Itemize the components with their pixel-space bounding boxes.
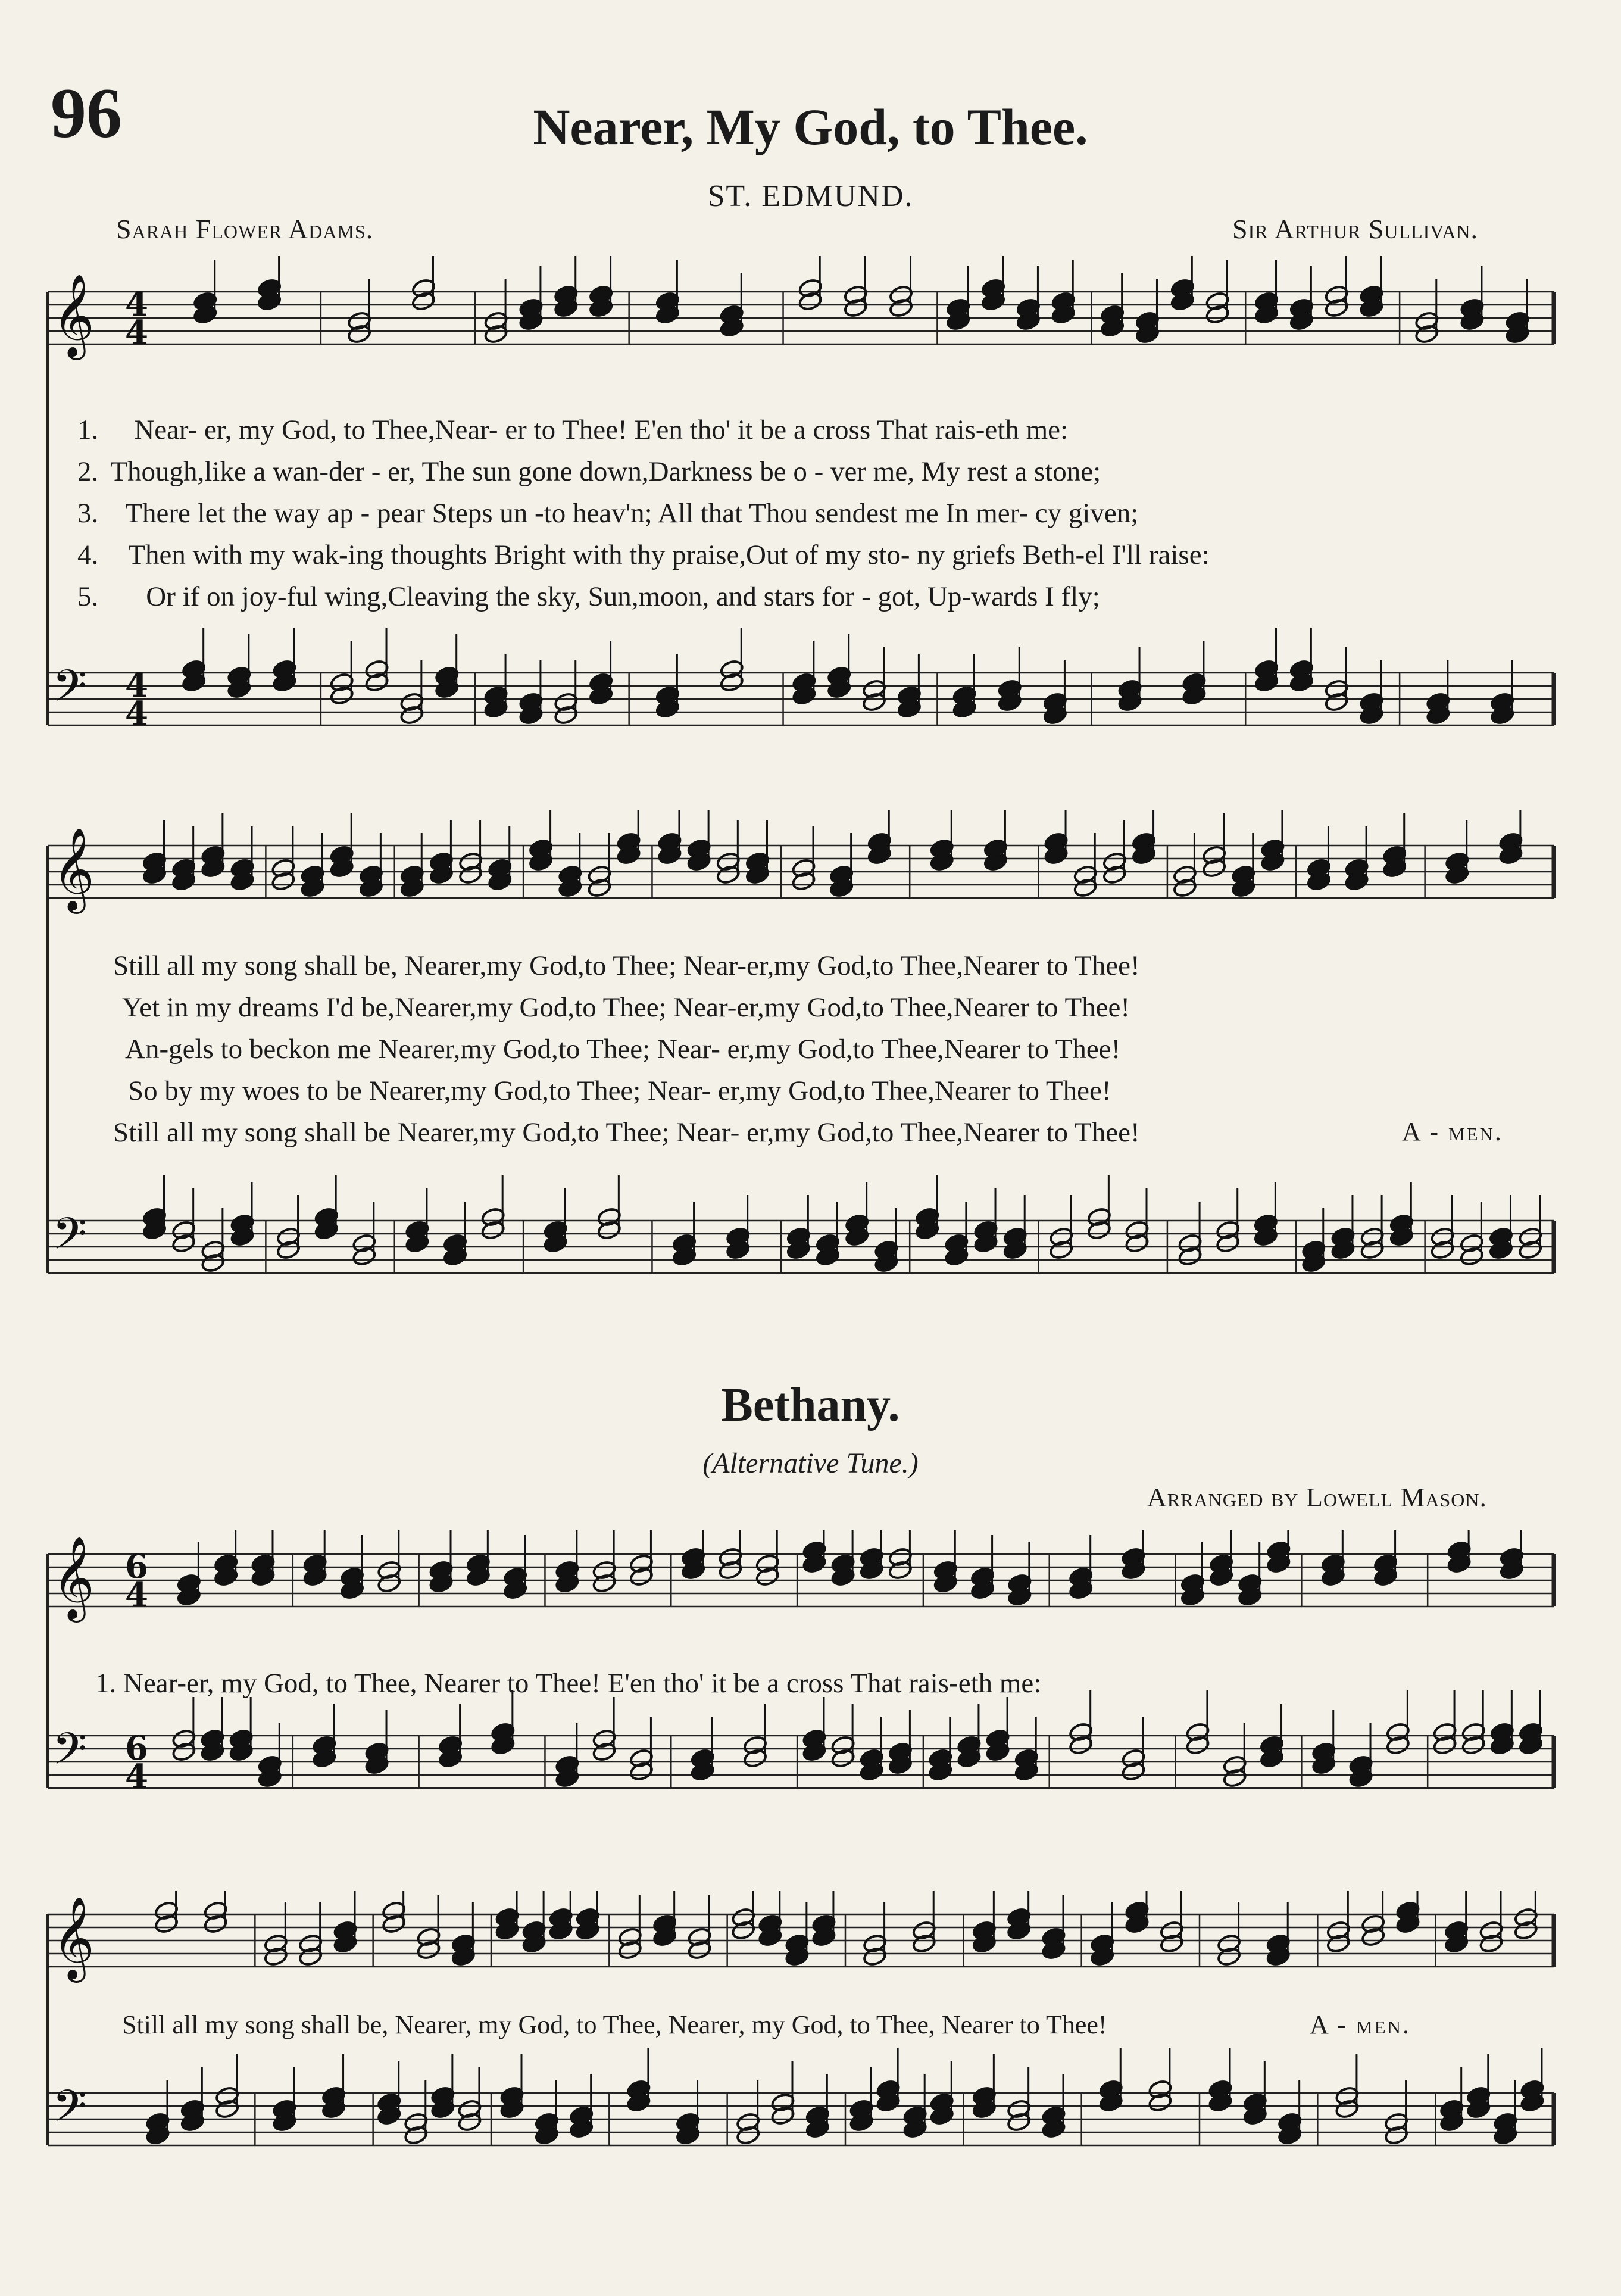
time-signature: 6 bbox=[125, 1729, 148, 1768]
arranger-credit: Arranged by Lowell Mason. bbox=[1147, 1482, 1487, 1512]
refrain-line: Still all my song shall be Nearer,my God,to Thee; Near- er,my God,to Thee,Nearer to Thee! bbox=[113, 1117, 1140, 1148]
time-signature: 4 bbox=[125, 666, 148, 705]
staff bbox=[48, 1690, 1554, 1796]
treble-clef-icon: 𝄞 bbox=[52, 828, 95, 910]
svg-text:4: 4 bbox=[125, 313, 148, 352]
svg-text:4: 4 bbox=[125, 1576, 148, 1615]
staff bbox=[48, 256, 1554, 360]
staff bbox=[48, 1891, 1554, 1983]
music-system-4 bbox=[0, 1891, 1621, 2224]
time-signature: 6 bbox=[125, 1547, 148, 1586]
tune-title-bethany: Bethany. bbox=[721, 1379, 900, 1431]
staff bbox=[48, 1175, 1554, 1273]
tune-name: ST. EDMUND. bbox=[707, 179, 914, 213]
staff bbox=[48, 628, 1554, 734]
verse-line: 5. Or if on joy-ful wing,Cleaving the sky, Sun,moon, and stars for - got, Up-wards I fly; bbox=[77, 581, 1100, 612]
bethany-verse-line: 1. Near-er, my God, to Thee, Nearer to Thee! E'en tho' it be a cross That rais-eth me: bbox=[95, 1668, 1042, 1699]
composer-credit: Sir Arthur Sullivan. bbox=[1232, 214, 1478, 244]
music-system-2 bbox=[0, 810, 1621, 1328]
refrain-line: So by my woes to be Nearer,my God,to Thee; Near- er,my God,to Thee,Nearer to Thee! bbox=[128, 1075, 1111, 1106]
bass-clef-icon: 𝄢 bbox=[52, 1723, 87, 1786]
time-signature: 4 bbox=[125, 285, 148, 324]
amen-label-bethany: A - men. bbox=[1310, 2010, 1411, 2039]
alternative-tune-label: (Alternative Tune.) bbox=[702, 1448, 919, 1479]
hymn-title: Nearer, My God, to Thee. bbox=[533, 98, 1088, 155]
refrain-line: An-gels to beckon me Nearer,my God,to Thee; Near- er,my God,to Thee,Nearer to Thee! bbox=[125, 1034, 1121, 1065]
bass-clef-icon: 𝄢 bbox=[52, 1208, 87, 1271]
author-credit: Sarah Flower Adams. bbox=[116, 214, 374, 244]
staff bbox=[48, 810, 1554, 914]
verse-line: 3. There let the way ap - pear Steps un -to heav'n; All that Thou sendest me In mer- cy given; bbox=[77, 498, 1139, 529]
treble-clef-icon: 𝄞 bbox=[52, 274, 95, 357]
bethany-refrain-line: Still all my song shall be, Nearer, my God, to Thee, Nearer, my God, to Thee, Nearer to Thee! bbox=[122, 2010, 1107, 2039]
hymn-number: 96 bbox=[51, 73, 122, 152]
svg-text:4: 4 bbox=[125, 694, 148, 734]
staff bbox=[48, 2048, 1554, 2145]
bass-clef-icon: 𝄢 bbox=[52, 660, 87, 723]
verse-line: 1. Near- er, my God, to Thee,Near- er to Thee! E'en tho' it be a cross That rais-eth me: bbox=[77, 414, 1069, 445]
treble-clef-icon: 𝄞 bbox=[52, 1896, 95, 1979]
verse-line: 2. Though,like a wan-der - er, The sun gone down,Darkness be o - ver me, My rest a stone; bbox=[77, 456, 1101, 487]
bass-clef-icon: 𝄢 bbox=[52, 2080, 87, 2143]
refrain-line: Still all my song shall be, Nearer,my God,to Thee; Near-er,my God,to Thee,Nearer to Thee! bbox=[113, 950, 1140, 981]
staff bbox=[48, 1530, 1554, 1623]
treble-clef-icon: 𝄞 bbox=[52, 1536, 95, 1619]
amen-label: A - men. bbox=[1402, 1117, 1503, 1146]
svg-text:4: 4 bbox=[125, 1757, 148, 1796]
verse-line: 4. Then with my wak-ing thoughts Bright with thy praise,Out of my sto- ny griefs Beth-el I'll raise: bbox=[77, 539, 1210, 570]
refrain-line: Yet in my dreams I'd be,Nearer,my God,to Thee; Near-er,my God,to Thee,Nearer to Thee! bbox=[122, 992, 1130, 1023]
